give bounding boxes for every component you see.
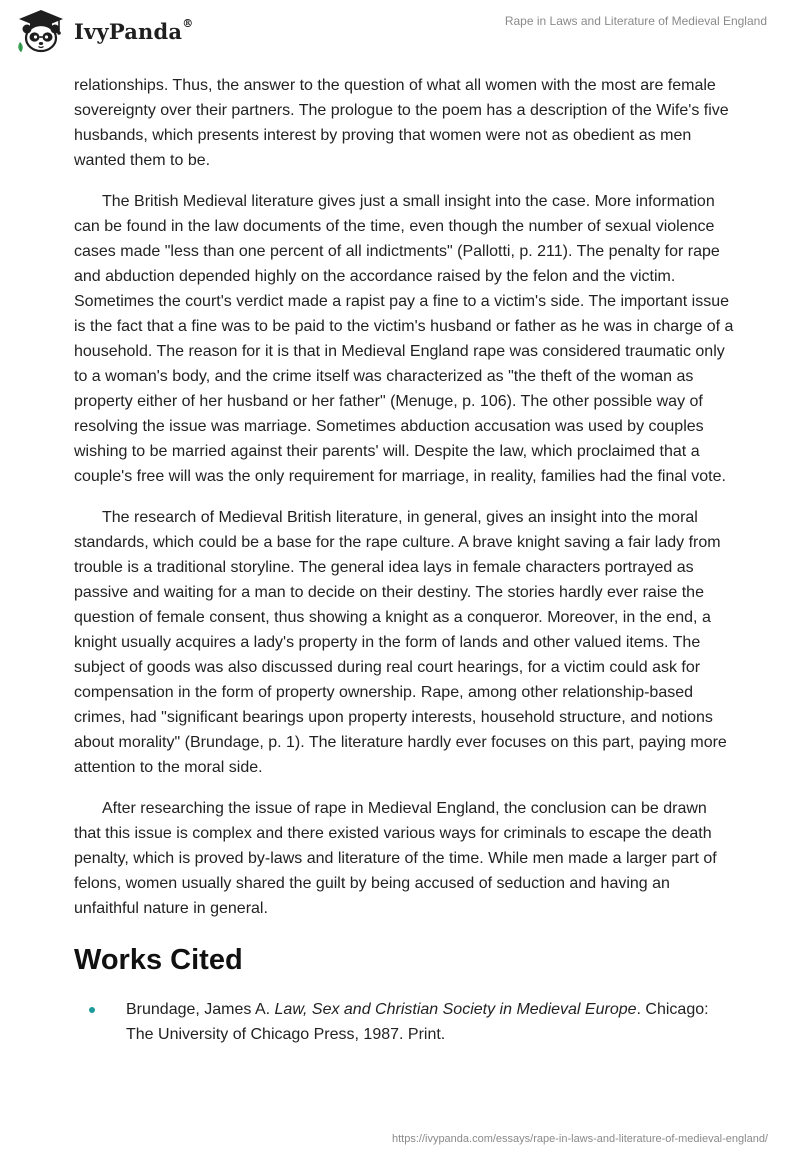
citation-entry bbox=[74, 997, 734, 1047]
paragraph: After researching the issue of rape in Medieval England, the conclusion can be drawn that this issue is complex and there existed various ways for criminals to escape the death penalty, which is proved by-laws and literature of the time. While men made a larger part of felons, women usually shared the guilt by being accused of seduction and having an unfaithful nature in general. bbox=[74, 800, 717, 917]
page-header bbox=[0, 0, 800, 66]
works-cited-list bbox=[74, 997, 734, 1047]
paragraph: The British Medieval literature gives just a small insight into the case. More information can be found in the law documents of the time, even though the number of sexual violence cases made "less than one percent of all indictments" (Pallotti, p. 211). The penalty for rape and abduction depended highly on the accordance raised by the felon and the victim. Sometimes the court's verdict made a rapist pay a fine to a victim's side. The important issue is the fact that a fine was to be paid to the victim's husband or father as he was in charge of a household. The reason for it is that in Medieval England rape was considered traumatic only to a woman's body, and the crime itself was characterized as "the theft of the woman as property either of her husband or her father" (Menuge, p. 106). The other possible way of resolving the issue was marriage. Sometimes abduction accusation was used by couples wishing to be married against their parents' will. Despite the law, which proclaimed that a couple's free will was the only requirement for marriage, in reality, families had the final vote. bbox=[74, 193, 734, 485]
panda-graduate-icon bbox=[14, 8, 68, 54]
bullet-icon bbox=[89, 1007, 95, 1013]
document-title: Rape in Laws and Literature of Medieval England bbox=[504, 14, 767, 28]
essay-content bbox=[74, 73, 734, 1047]
footer-url[interactable]: https://ivypanda.com/essays/rape-in-laws-and-literature-of-medieval-england/ bbox=[391, 1133, 768, 1145]
works-cited-heading: Works Cited bbox=[74, 944, 243, 976]
ivypanda-logo[interactable] bbox=[14, 8, 193, 54]
logo-wordmark: IvyPanda® bbox=[74, 16, 194, 44]
citation-author: Brundage, James A. bbox=[126, 1001, 275, 1018]
citation-publisher: . Chicago: The University of Chicago Press, 1987. Print. bbox=[126, 1001, 709, 1043]
paragraph: relationships. Thus, the answer to the question of what all women with the most are female sovereignty over their partners. The prologue to the poem has a description of the Wife's five husbands, which presents interest by proving that women were not as obedient as men wanted them to be. bbox=[74, 77, 729, 169]
paragraph: The research of Medieval British literature, in general, gives an insight into the moral standards, which could be a base for the rape culture. A brave knight saving a fair lady from trouble is a traditional storyline. The general idea lays in female characters portrayed as passive and waiting for a man to decide on their destiny. The stories hardly ever raise the question of female consent, thus showing a knight as a conqueror. Moreover, in the end, a knight usually acquires a lady's property in the form of lands and other valued items. The subject of goods was also discussed during real court hearings, for a victim could ask for compensation in the form of property ownership. Rape, among other relationship-based crimes, had "significant bearings upon property interests, household structure, and notions about morality" (Brundage, p. 1). The literature hardly ever focuses on this part, paying more attention to the moral side. bbox=[74, 509, 727, 776]
citation-title: Law, Sex and Christian Society in Medieval Europe bbox=[274, 1001, 637, 1018]
